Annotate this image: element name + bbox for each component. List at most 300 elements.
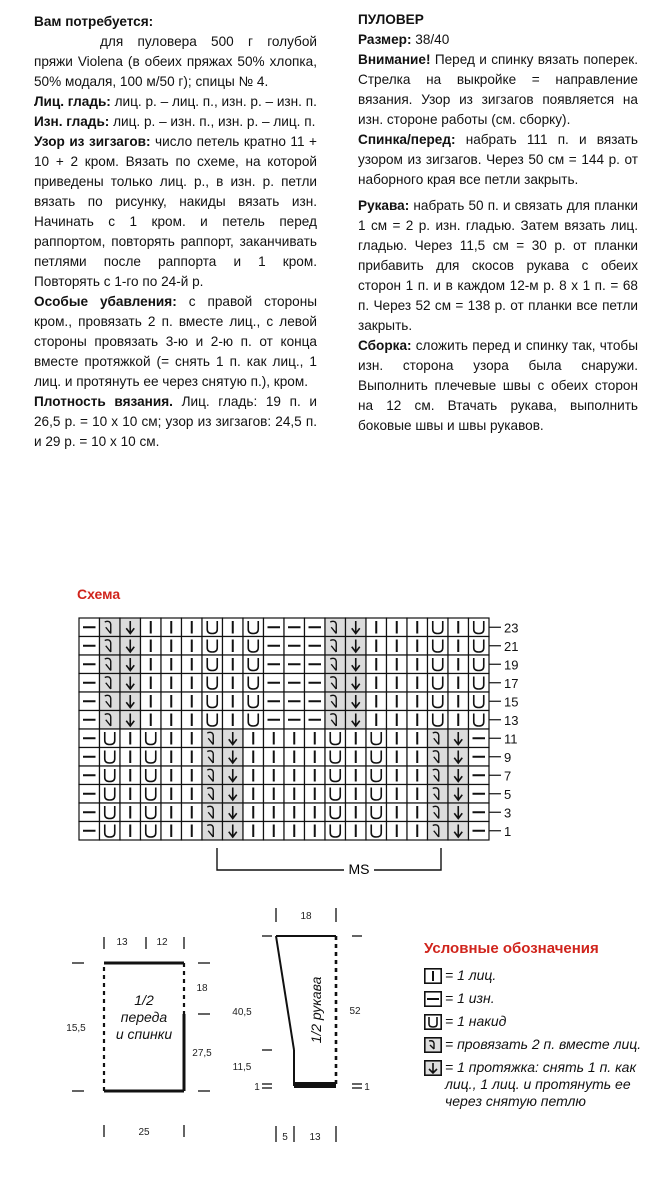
sleeve-dim-top: 18	[300, 911, 312, 922]
body-dim-right-top: 18	[196, 983, 208, 994]
chart-cell	[284, 803, 305, 822]
chart-cell	[305, 674, 326, 693]
chart-cell	[325, 637, 346, 656]
purl-icon	[424, 991, 442, 1007]
chart-cell	[428, 692, 449, 711]
knitting-chart	[74, 612, 524, 882]
sleeve-pattern	[220, 900, 390, 1155]
chart-cell	[182, 618, 203, 637]
chart-cell	[387, 655, 408, 674]
chart-cell	[407, 711, 428, 730]
chart-cell	[366, 637, 387, 656]
chart-cell	[182, 674, 203, 693]
chart-cell	[243, 803, 264, 822]
chart-cell	[79, 803, 100, 822]
chart-cell	[407, 785, 428, 804]
chart-cell	[428, 766, 449, 785]
chart-cell	[243, 618, 264, 637]
chart-cell	[428, 618, 449, 637]
skpo-icon	[424, 1060, 442, 1076]
chart-cell	[120, 785, 141, 804]
chart-row-numbers	[489, 620, 518, 839]
chart-cell	[243, 674, 264, 693]
chart-grid	[79, 618, 489, 840]
chart-cell	[243, 692, 264, 711]
chart-cell	[243, 822, 264, 841]
chart-cell	[202, 637, 223, 656]
knit-icon	[424, 968, 442, 984]
chart-cell	[182, 692, 203, 711]
chart-cell	[182, 711, 203, 730]
chart-cell	[161, 748, 182, 767]
chart-cell	[120, 729, 141, 748]
chart-cell	[141, 618, 162, 637]
sleeve-dim-right: 52	[349, 1006, 361, 1017]
density-title: Плотность вязания.	[34, 394, 173, 409]
chart-cell	[202, 655, 223, 674]
chart-cell	[120, 618, 141, 637]
chart-cell	[243, 766, 264, 785]
materials-section	[34, 12, 317, 92]
chart-cell	[161, 729, 182, 748]
chart-cell	[387, 748, 408, 767]
chart-cell	[79, 637, 100, 656]
chart-cell	[469, 618, 490, 637]
chart-cell	[223, 674, 244, 693]
chart-cell	[469, 822, 490, 841]
chart-cell	[469, 729, 490, 748]
chart-cell	[202, 822, 223, 841]
body-dim-bottom: 25	[138, 1127, 150, 1138]
chart-cell	[428, 637, 449, 656]
chart-cell	[223, 748, 244, 767]
chart-cell	[182, 766, 203, 785]
back-front-title: Спинка/перед:	[358, 132, 456, 147]
chart-cell	[120, 692, 141, 711]
chart-cell	[141, 803, 162, 822]
chart-cell	[284, 637, 305, 656]
attention-section	[358, 50, 638, 130]
chart-cell	[284, 822, 305, 841]
chart-cell	[469, 785, 490, 804]
chart-cell	[387, 618, 408, 637]
chart-cell	[284, 785, 305, 804]
zigzag-title: Узор из зигзагов:	[34, 134, 151, 149]
chart-cell	[264, 618, 285, 637]
chart-cell	[448, 711, 469, 730]
chart-cell	[325, 711, 346, 730]
chart-cell	[161, 637, 182, 656]
chart-cell	[79, 729, 100, 748]
chart-cell	[305, 766, 326, 785]
chart-cell	[366, 711, 387, 730]
chart-cell	[264, 637, 285, 656]
size-section	[358, 30, 638, 50]
chart-cell	[79, 618, 100, 637]
chart-cell	[120, 822, 141, 841]
chart-cell	[346, 711, 367, 730]
chart-cell	[325, 674, 346, 693]
chart-cell	[366, 692, 387, 711]
left-text-column	[34, 12, 317, 452]
chart-cell	[161, 618, 182, 637]
attention-text: Перед и спинку вязать поперек. Стрелка на выкройке = направление вязания. Узор из зигзагов появляется на изн. стороне работы (см. сборку).	[358, 52, 639, 127]
body-pattern-title	[116, 992, 172, 1042]
legend-item-yarn-over	[424, 1013, 660, 1030]
chart-cell	[79, 785, 100, 804]
chart-cell	[141, 711, 162, 730]
chart-cell	[469, 674, 490, 693]
legend-title: Условные обозначения	[424, 940, 599, 957]
sleeve-dim-left-bottom: 11,5	[232, 1062, 252, 1073]
chart-cell	[428, 822, 449, 841]
chart-cell	[325, 766, 346, 785]
chart-cell	[346, 748, 367, 767]
chart-cell	[264, 729, 285, 748]
legend-item-knit	[424, 967, 660, 984]
legend	[424, 940, 660, 1116]
reverse-stockinette-section	[34, 112, 317, 132]
chart-cell	[100, 618, 121, 637]
chart-cell	[141, 822, 162, 841]
chart-cell	[346, 766, 367, 785]
body-title-line-3: и спинки	[115, 1026, 173, 1042]
chart-cell	[407, 822, 428, 841]
chart-cell	[100, 748, 121, 767]
chart-cell	[387, 822, 408, 841]
sleeves-text: набрать 50 п. и связать для планки 1 см = 2 р. изн. гладью. Затем вязать лиц. гладью. Через 11,5 см = 30 р. от планки прибавить для скосов рукава с обеих сторон 1 п. и в каждом 12-м р. 8 х 1 п. = 68 п. Через 52 см = 138 р. от планки все петли закрыть.	[358, 198, 638, 333]
density-section	[34, 392, 317, 452]
chart-cell	[141, 748, 162, 767]
chart-cell	[346, 822, 367, 841]
stockinette-title: Лиц. гладь:	[34, 94, 111, 109]
chart-cell	[100, 785, 121, 804]
chart-cell	[448, 785, 469, 804]
chart-cell	[264, 785, 285, 804]
chart-cell	[448, 766, 469, 785]
chart-cell	[79, 655, 100, 674]
decrease-title: Особые убавления:	[34, 294, 177, 309]
chart-cell	[346, 692, 367, 711]
chart-cell	[161, 711, 182, 730]
chart-cell	[141, 674, 162, 693]
chart-cell	[469, 748, 490, 767]
chart-cell	[448, 803, 469, 822]
chart-cell	[202, 692, 223, 711]
chart-cell	[120, 637, 141, 656]
k2tog-icon	[424, 1037, 442, 1053]
chart-cell	[448, 637, 469, 656]
chart-cell	[284, 655, 305, 674]
chart-cell	[428, 655, 449, 674]
chart-cell	[366, 674, 387, 693]
chart-cell	[161, 785, 182, 804]
chart-cell	[161, 803, 182, 822]
chart-cell	[79, 748, 100, 767]
chart-cell	[264, 692, 285, 711]
chart-cell	[120, 766, 141, 785]
chart-cell	[202, 803, 223, 822]
size-text: 38/40	[415, 32, 450, 47]
row-number: 21	[504, 638, 519, 654]
density-text: Лиц. гладь: 19 п. и 26,5 р. = 10 х 10 см; узор из зигзагов: 24,5 п. и 29 р. = 10 х 10 см.	[34, 394, 317, 449]
chart-cell	[407, 674, 428, 693]
chart-cell	[448, 748, 469, 767]
chart-cell	[141, 785, 162, 804]
body-title-line-2: переда	[120, 1009, 168, 1025]
chart-cell	[387, 692, 408, 711]
row-number: 15	[504, 694, 519, 710]
chart-cell	[223, 655, 244, 674]
row-number: 7	[504, 768, 512, 784]
chart-cell	[182, 729, 203, 748]
chart-cell	[305, 822, 326, 841]
chart-cell	[79, 674, 100, 693]
legend-text-knit: = 1 лиц.	[445, 967, 497, 983]
chart-cell	[366, 803, 387, 822]
sleeve-dim-right-tiny: 1	[364, 1082, 370, 1093]
chart-cell	[161, 655, 182, 674]
chart-cell	[448, 692, 469, 711]
chart-cell	[284, 748, 305, 767]
legend-text-purl: = 1 изн.	[445, 990, 495, 1006]
chart-cell	[469, 803, 490, 822]
chart-cell	[407, 692, 428, 711]
chart-cell	[264, 711, 285, 730]
chart-cell	[448, 822, 469, 841]
row-number: 13	[504, 712, 519, 728]
sleeve-pattern-title: 1/2 рукава	[308, 976, 324, 1044]
chart-cell	[346, 729, 367, 748]
chart-cell	[346, 785, 367, 804]
legend-text-skpo: = 1 протяжка: снять 1 п. как лиц., 1 лиц. и протянуть ее через снятую петлю	[445, 1059, 637, 1109]
chart-cell	[469, 655, 490, 674]
legend-text-yarn-over: = 1 накид	[445, 1013, 507, 1029]
chart-cell	[387, 803, 408, 822]
body-dim-top-left: 13	[116, 937, 128, 948]
chart-cell	[428, 803, 449, 822]
sleeves-title: Рукава:	[358, 198, 410, 213]
chart-cell	[243, 637, 264, 656]
chart-cell	[182, 748, 203, 767]
row-number: 3	[504, 805, 512, 821]
chart-cell	[223, 618, 244, 637]
chart-cell	[223, 711, 244, 730]
chart-cell	[469, 766, 490, 785]
sleeves-section	[358, 196, 638, 336]
back-front-text: набрать 111 п. и вязать узором из зигзагов. Через 50 см = 144 р. от наборного края все петли закрыть.	[358, 132, 638, 187]
sleeve-dim-bottom-right: 13	[309, 1132, 321, 1143]
chart-cell	[407, 655, 428, 674]
row-number: 11	[504, 731, 518, 747]
chart-cell	[100, 692, 121, 711]
decrease-text: с правой стороны кром., провязать 2 п. вместе лиц., с левой стороны провязать 3-ю и 2-ю п. от конца вместе протяжкой (= снять 1 п. как лиц., 1 лиц. и протянуть ее через снятую п.), кром.	[34, 294, 317, 389]
reverse-stockinette-text: лиц. р. – изн. п., изн. р. – лиц. п.	[113, 114, 316, 129]
chart-cell	[407, 618, 428, 637]
chart-cell	[202, 785, 223, 804]
chart-cell	[469, 711, 490, 730]
chart-cell	[346, 618, 367, 637]
chart-cell	[182, 637, 203, 656]
chart-cell	[141, 692, 162, 711]
chart-cell	[305, 692, 326, 711]
right-text-column	[358, 10, 638, 436]
chart-cell	[284, 692, 305, 711]
chart-cell	[141, 729, 162, 748]
chart-cell	[100, 711, 121, 730]
chart-cell	[305, 618, 326, 637]
chart-cell	[407, 766, 428, 785]
chart-cell	[120, 803, 141, 822]
chart-cell	[305, 729, 326, 748]
chart-cell	[448, 729, 469, 748]
sleeve-dim-left-tiny: 1	[254, 1082, 260, 1093]
chart-cell	[141, 637, 162, 656]
chart-cell	[182, 803, 203, 822]
chart-cell	[284, 766, 305, 785]
row-number: 1	[504, 823, 512, 839]
chart-cell	[366, 785, 387, 804]
chart-cell	[223, 766, 244, 785]
repeat-label: MS	[348, 861, 370, 877]
sleeve-dim-left-top: 40,5	[232, 1007, 252, 1018]
materials-title: Вам потребуется:	[34, 14, 154, 29]
legend-item-purl	[424, 990, 660, 1007]
chart-cell	[387, 785, 408, 804]
legend-item-k2tog	[424, 1036, 660, 1053]
row-number: 5	[504, 786, 512, 802]
chart-cell	[428, 785, 449, 804]
chart-cell	[346, 674, 367, 693]
chart-cell	[407, 748, 428, 767]
chart-cell	[161, 822, 182, 841]
chart-cell	[305, 748, 326, 767]
sleeve-dim-bottom-left: 5	[282, 1132, 288, 1143]
chart-cell	[79, 711, 100, 730]
chart-cell	[325, 822, 346, 841]
chart-cell	[346, 655, 367, 674]
chart-cell	[366, 822, 387, 841]
chart-cell	[387, 637, 408, 656]
chart-cell	[264, 766, 285, 785]
chart-label: Схема	[77, 586, 121, 602]
chart-cell	[387, 766, 408, 785]
chart-cell	[325, 618, 346, 637]
chart-cell	[428, 729, 449, 748]
chart-cell	[100, 766, 121, 785]
chart-cell	[141, 766, 162, 785]
chart-cell	[202, 729, 223, 748]
size-title: Размер:	[358, 32, 412, 47]
chart-cell	[223, 692, 244, 711]
assembly-text: сложить перед и спинку так, чтобы изн. сторона узора была снаружи. Выполнить плечевые швы с обеих сторон на 12 см. Втачать рукава, выполнить боковые швы и швы рукавов.	[358, 338, 638, 433]
chart-cell	[325, 785, 346, 804]
row-number: 19	[504, 657, 519, 673]
chart-cell	[120, 674, 141, 693]
chart-cell	[305, 711, 326, 730]
zigzag-text: число петель кратно 11 + 10 + 2 кром. Вязать по схеме, на которой приведены только лиц. р., в изн. р. петли вязать по рисунку, накиды вязать изн. Начинать с 1 кром. и петель перед раппортом, повторять раппорт, заканчивать петлями после раппорта и 1 кром. Повторять с 1-го по 24-й р.	[34, 134, 317, 289]
chart-cell	[366, 748, 387, 767]
chart-cell	[243, 748, 264, 767]
row-number: 17	[504, 675, 519, 691]
chart-cell	[264, 822, 285, 841]
chart-cell	[100, 674, 121, 693]
chart-cell	[161, 766, 182, 785]
chart-cell	[161, 674, 182, 693]
chart-cell	[305, 655, 326, 674]
chart-cell	[305, 637, 326, 656]
chart-cell	[448, 674, 469, 693]
chart-cell	[469, 637, 490, 656]
chart-cell	[264, 674, 285, 693]
chart-cell	[366, 618, 387, 637]
body-pattern	[50, 925, 230, 1155]
article-title: ПУЛОВЕР	[358, 12, 424, 27]
row-number: 23	[504, 620, 519, 636]
chart-cell	[243, 655, 264, 674]
body-title-line-1: 1/2	[134, 992, 154, 1008]
chart-cell	[223, 637, 244, 656]
chart-cell	[182, 655, 203, 674]
chart-cell	[366, 766, 387, 785]
chart-cell	[366, 655, 387, 674]
chart-cell	[469, 692, 490, 711]
chart-cell	[79, 822, 100, 841]
chart-cell	[223, 729, 244, 748]
chart-cell	[100, 729, 121, 748]
chart-cell	[325, 692, 346, 711]
chart-cell	[141, 655, 162, 674]
chart-cell	[325, 748, 346, 767]
chart-cell	[407, 637, 428, 656]
chart-cell	[284, 711, 305, 730]
chart-cell	[120, 655, 141, 674]
chart-cell	[202, 674, 223, 693]
chart-cell	[243, 711, 264, 730]
chart-cell	[346, 803, 367, 822]
body-dim-left: 15,5	[66, 1023, 86, 1034]
body-dim-right-bottom: 27,5	[192, 1048, 212, 1059]
chart-cell	[264, 748, 285, 767]
chart-cell	[387, 711, 408, 730]
chart-cell	[366, 729, 387, 748]
chart-cell	[305, 785, 326, 804]
chart-cell	[223, 822, 244, 841]
chart-cell	[100, 655, 121, 674]
chart-cell	[202, 748, 223, 767]
reverse-stockinette-title: Изн. гладь:	[34, 114, 110, 129]
stockinette-section	[34, 92, 317, 112]
chart-cell	[223, 785, 244, 804]
chart-cell	[387, 674, 408, 693]
chart-cell	[428, 674, 449, 693]
chart-cell	[79, 692, 100, 711]
chart-cell	[161, 692, 182, 711]
chart-cell	[305, 803, 326, 822]
chart-cell	[243, 729, 264, 748]
chart-cell	[202, 711, 223, 730]
chart-cell	[100, 637, 121, 656]
chart-cell	[202, 618, 223, 637]
chart-cell	[264, 655, 285, 674]
body-dim-top-right: 12	[156, 937, 168, 948]
yarn-over-icon	[424, 1014, 442, 1030]
chart-cell	[100, 822, 121, 841]
chart-cell	[325, 803, 346, 822]
chart-cell	[448, 618, 469, 637]
row-number: 9	[504, 749, 512, 765]
chart-cell	[387, 729, 408, 748]
